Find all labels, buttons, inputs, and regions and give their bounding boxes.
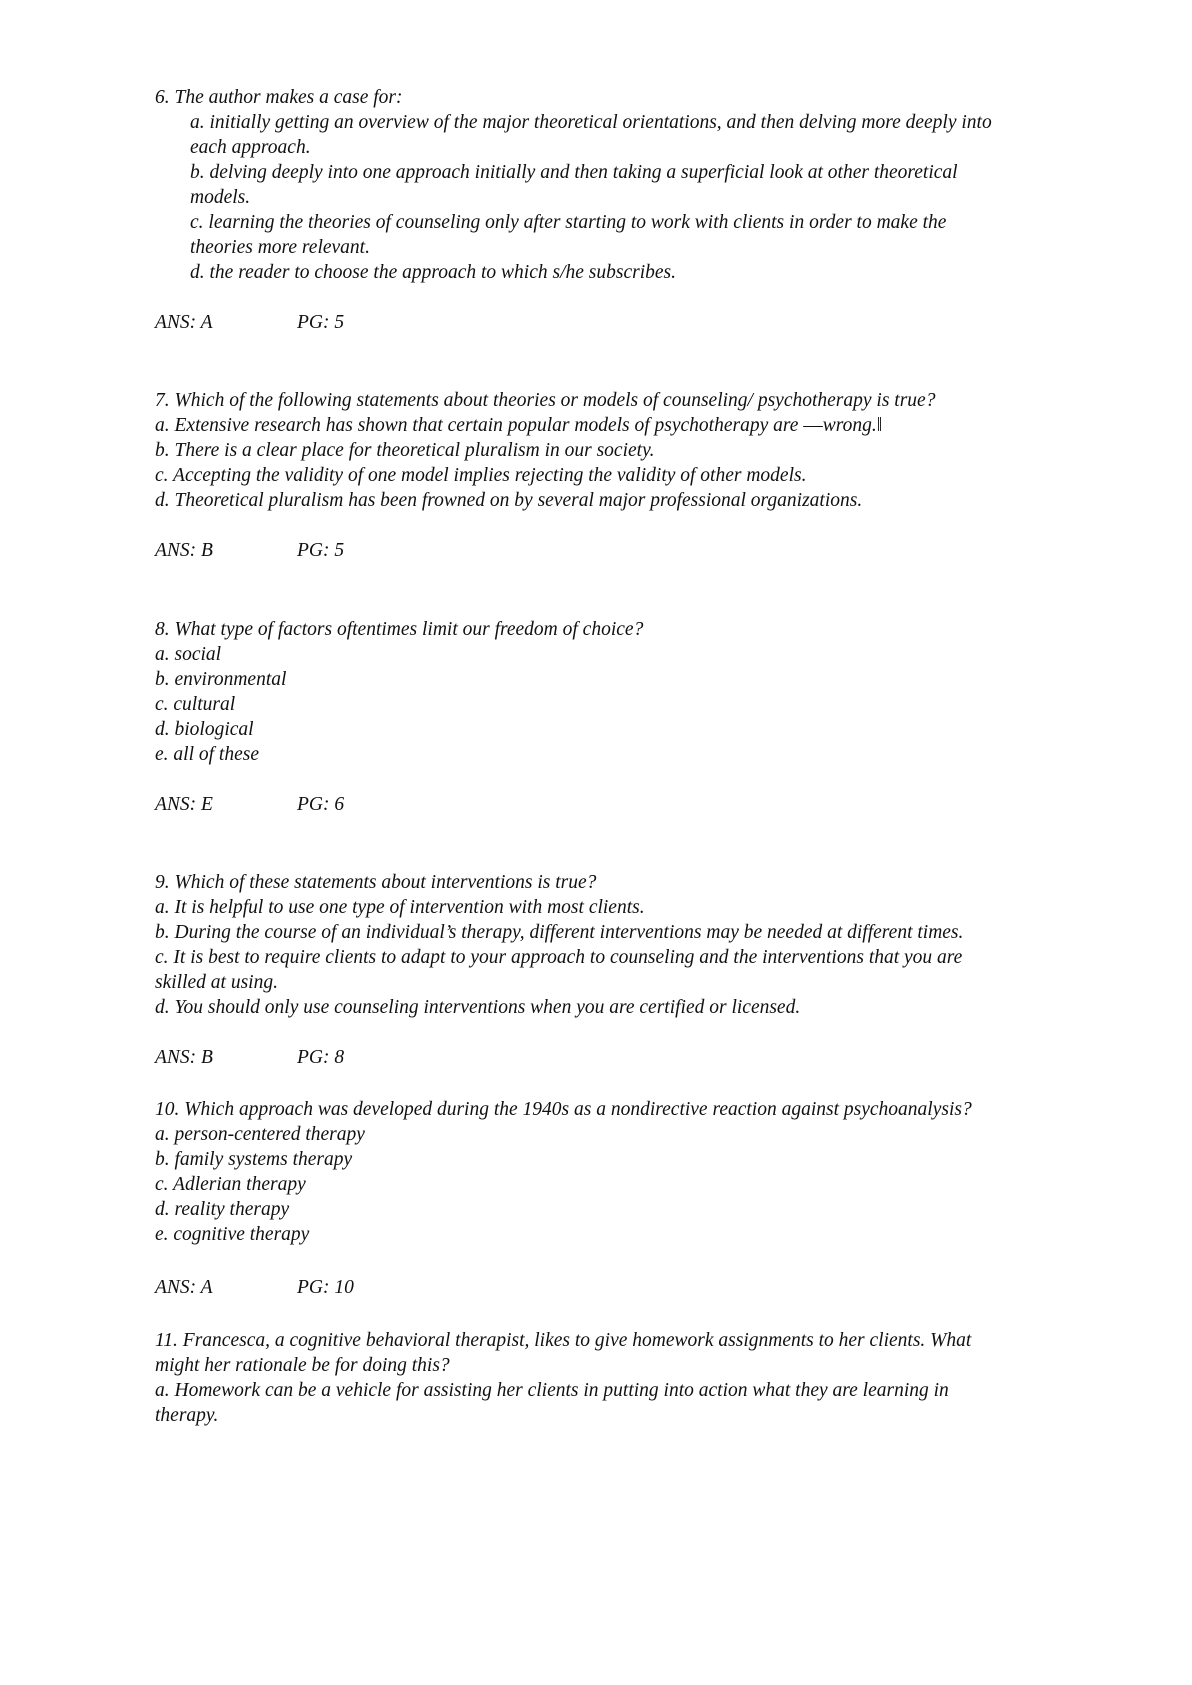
question-7-option-a: a. Extensive research has shown that certain popular models of psychotherapy are ―wrong.‖ [155, 415, 883, 436]
question-8-option-e: e. all of these [155, 744, 259, 765]
question-6-answer: ANS: A [155, 312, 213, 333]
question-9-option-b: b. During the course of an individual’s therapy, different interventions may be needed at different times. [155, 922, 964, 943]
question-8-option-b: b. environmental [155, 669, 287, 690]
question-7-option-b: b. There is a clear place for theoretical pluralism in our society. [155, 440, 655, 461]
question-8-page: PG: 6 [297, 794, 345, 815]
question-8-option-a: a. social [155, 644, 222, 665]
question-8-answer: ANS: E [155, 794, 213, 815]
question-9-answer: ANS: B [155, 1047, 213, 1068]
question-10-option-a: a. person-centered therapy [155, 1124, 365, 1145]
question-7-answer: ANS: B [155, 540, 213, 561]
question-11-option-a: a. Homework can be a vehicle for assisting her clients in putting into action what they are learning in [155, 1380, 949, 1401]
question-7-text: 7. Which of the following statements about theories or models of counseling/ psychotherapy is true? [155, 390, 936, 411]
question-11-option-a-cont: therapy. [155, 1405, 219, 1426]
question-6-option-c: c. learning the theories of counseling only after starting to work with clients in order to make the [190, 212, 947, 233]
question-8-option-d: d. biological [155, 719, 254, 740]
question-10-page: PG: 10 [297, 1277, 354, 1298]
question-9-option-d: d. You should only use counseling interventions when you are certified or licensed. [155, 997, 801, 1018]
question-8-text: 8. What type of factors oftentimes limit our freedom of choice? [155, 619, 644, 640]
question-6-page: PG: 5 [297, 312, 345, 333]
question-9-option-c: c. It is best to require clients to adapt to your approach to counseling and the interventions that you are [155, 947, 963, 968]
question-6-option-a-cont: each approach. [190, 137, 311, 158]
question-11-text: 11. Francesca, a cognitive behavioral therapist, likes to give homework assignments to her clients. What [155, 1330, 972, 1351]
question-6-option-a: a. initially getting an overview of the major theoretical orientations, and then delving more deeply into [190, 112, 992, 133]
question-6-option-b: b. delving deeply into one approach initially and then taking a superficial look at other theoretical [190, 162, 958, 183]
question-6-option-c-cont: theories more relevant. [190, 237, 370, 258]
question-6-option-b-cont: models. [190, 187, 251, 208]
question-9-page: PG: 8 [297, 1047, 345, 1068]
question-8-option-c: c. cultural [155, 694, 236, 715]
question-10-option-c: c. Adlerian therapy [155, 1174, 306, 1195]
question-7-option-d: d. Theoretical pluralism has been frowned on by several major professional organizations. [155, 490, 863, 511]
question-6-option-d: d. the reader to choose the approach to which s/he subscribes. [190, 262, 676, 283]
question-11-text-cont: might her rationale be for doing this? [155, 1355, 450, 1376]
question-10-text: 10. Which approach was developed during the 1940s as a nondirective reaction against psychoanalysis? [155, 1099, 972, 1120]
question-7-page: PG: 5 [297, 540, 345, 561]
question-10-option-b: b. family systems therapy [155, 1149, 353, 1170]
question-10-option-d: d. reality therapy [155, 1199, 290, 1220]
question-9-text: 9. Which of these statements about interventions is true? [155, 872, 597, 893]
question-7-option-c: c. Accepting the validity of one model implies rejecting the validity of other models. [155, 465, 807, 486]
question-10-option-e: e. cognitive therapy [155, 1224, 310, 1245]
question-6-text: 6. The author makes a case for: [155, 87, 403, 108]
question-10-answer: ANS: A [155, 1277, 213, 1298]
question-9-option-c-cont: skilled at using. [155, 972, 278, 993]
question-9-option-a: a. It is helpful to use one type of intervention with most clients. [155, 897, 645, 918]
